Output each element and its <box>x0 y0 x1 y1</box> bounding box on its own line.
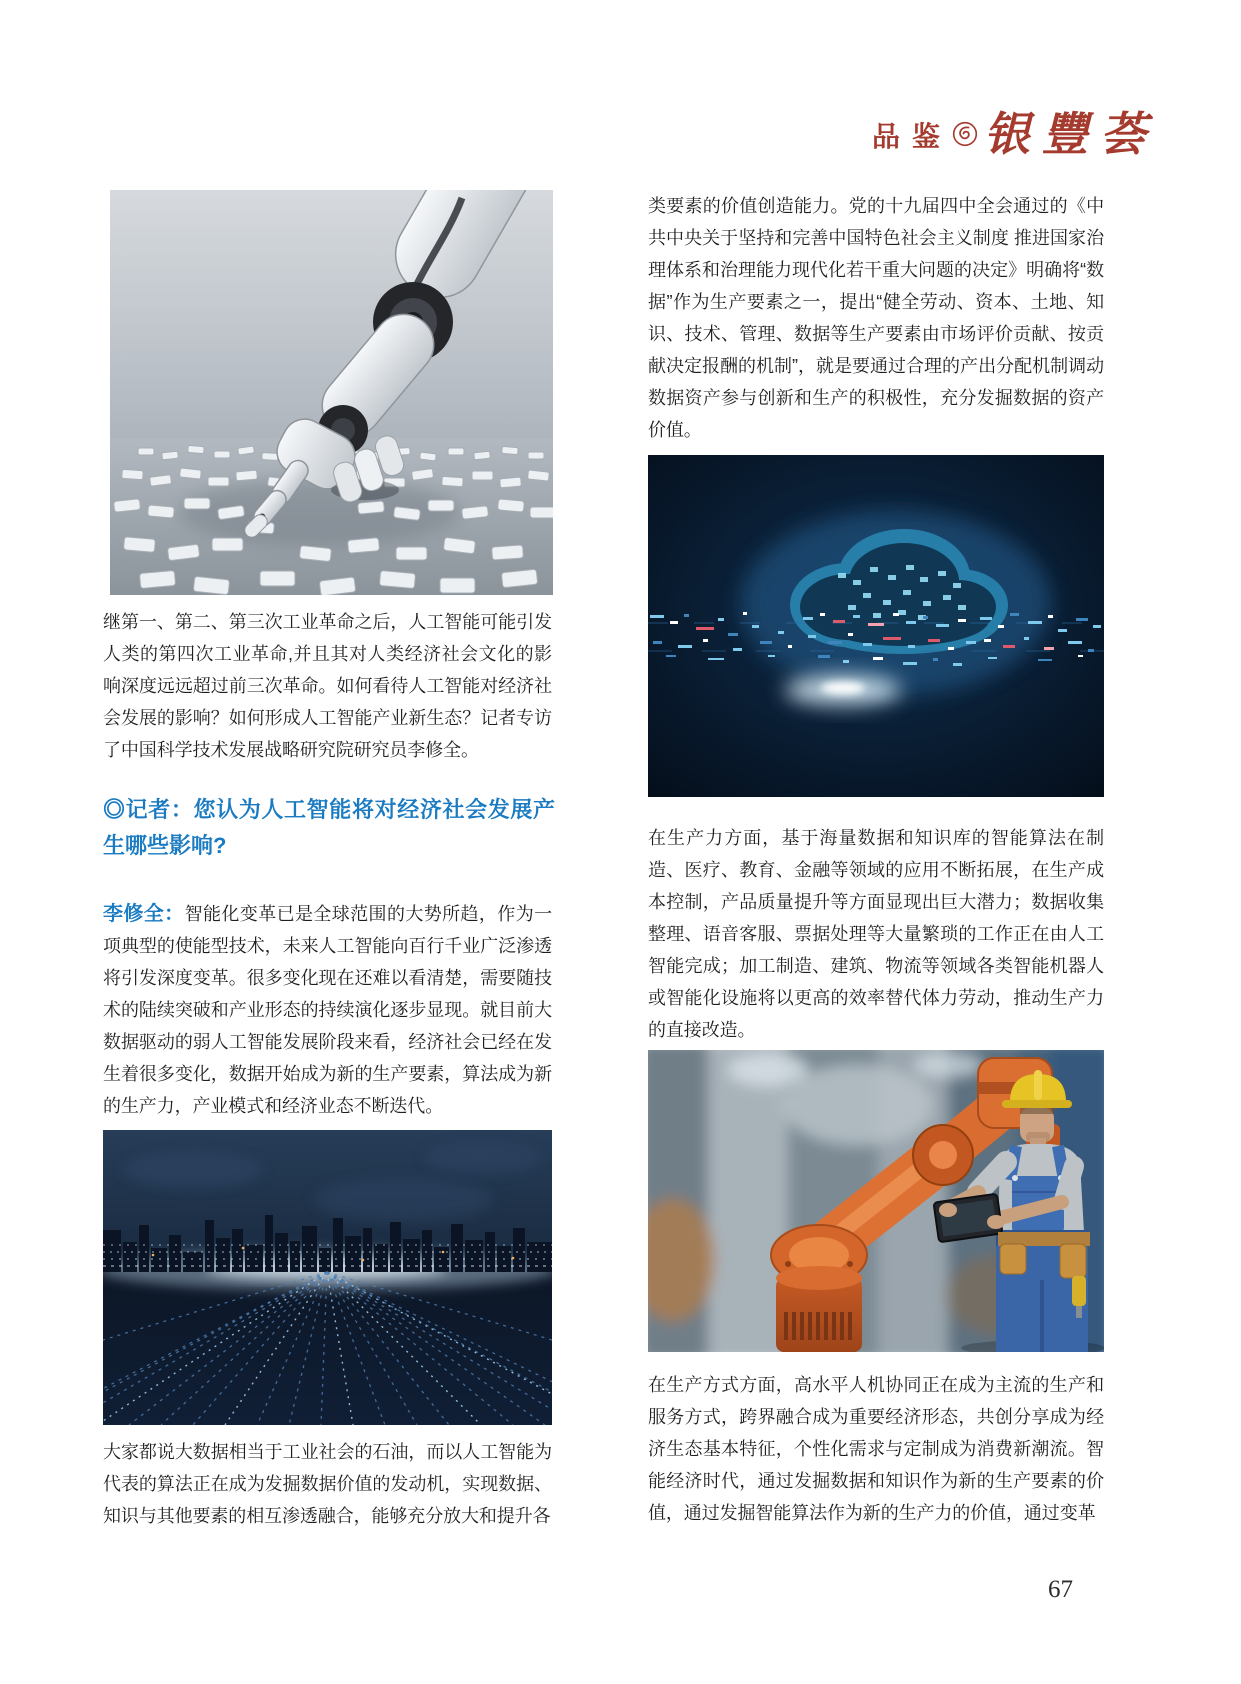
robot-hand-photo <box>110 190 553 595</box>
interview-question-heading: ◎记者：您认为人工智能将对经济社会发展产生哪些影响? <box>103 797 555 858</box>
data-cloud-photo <box>648 455 1104 797</box>
closing-paragraph: 大家都说大数据相当于工业社会的石油，而以人工智能为代表的算法正在成为发掘数据价值的发动机，实现数据、知识与其他要素的相互渗透融合，能够充分放大和提升各 <box>103 1442 552 1526</box>
para-production-mode: 在生产方式方面，高水平人机协同正在成为主流的生产和服务方式，跨界融合成为重要经济形态，共创分享成为经济生态基本特征，个性化需求与定制成为消费新潮流。智能经济时代，通过发掘数据和知识作为新的生产要素的价值，通过发掘智能算法作为新的生产力的价值，通过变革 <box>648 1375 1104 1523</box>
answer-text: 智能化变革已是全球范围的大势所趋，作为一项典型的使能型技术，未来人工智能向百行千业广泛渗透将引发深度变革。很多变化现在还难以看清楚，需要随技术的陆续突破和产业形态的持续演化逐步显现。就目前大数据驱动的弱人工智能发展阶段来看，经济社会已经在发生着很多变化，数据开始成为新的生产要素，算法成为新的生产力，产业模式和经济业态不断迭代。 <box>103 904 553 1116</box>
logo-script-text: 银豐荟 <box>984 109 1159 160</box>
logo-seal-text: 品鉴 <box>872 122 953 153</box>
para-top: 类要素的价值创造能力。党的十九届四中全会通过的《中共中央关于坚持和完善中国特色社会主义制度 推进国家治理体系和治理能力现代化若干重大问题的决定》明确将“数据”作为生产要素之一，提出“健全劳动、资本、土地、知识、技术、管理、数据等生产要素由市场评价贡献、按贡献决定报酬的机制”，就是要通过合理的产出分配机制调动数据资产参与创新和生产的积极性，充分发掘数据的资产价值。 <box>648 196 1104 440</box>
page-number: 67 <box>1048 1576 1073 1603</box>
intro-paragraph: 继第一、第二、第三次工业革命之后，人工智能可能引发人类的第四次工业革命,并且其对人类经济社会文化的影响深度远远超过前三次革命。如何看待人工智能对经济社会发展的影响？如何形成人工智能产业新生态？记者专访了中国科学技术发展战略研究院研究员李修全。 <box>103 612 552 760</box>
answer-speaker-label: 李修全： <box>103 903 185 925</box>
logo-swirl-icon <box>952 121 978 152</box>
magazine-logo <box>872 98 1158 164</box>
city-data-photo <box>103 1130 552 1425</box>
answer-paragraph <box>103 898 552 1122</box>
robot-worker-photo <box>648 1050 1104 1352</box>
para-productivity: 在生产力方面，基于海量数据和知识库的智能算法在制造、医疗、教育、金融等领域的应用不断拓展，在生产成本控制，产品质量提升等方面显现出巨大潜力；数据收集整理、语音客服、票据处理等大量繁琐的工作正在由人工智能完成；加工制造、建筑、物流等领域各类智能机器人或智能化设施将以更高的效率替代体力劳动，推动生产力的直接改造。 <box>648 828 1104 1040</box>
